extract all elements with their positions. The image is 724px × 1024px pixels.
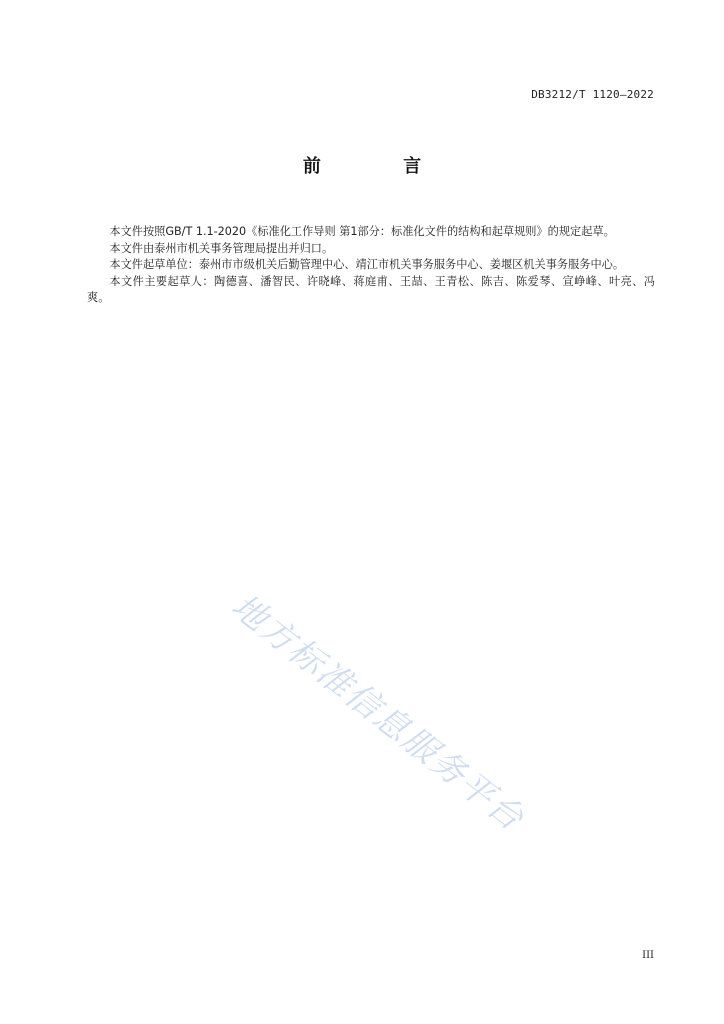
document-code: DB3212/T 1120—2022: [531, 88, 654, 101]
paragraph-drafting-units: 本文件起草单位：泰州市市级机关后勤管理中心、靖江市机关事务服务中心、姜堰区机关事务服务中心。: [109, 258, 625, 271]
paragraph-drafters: 本文件主要起草人：陶德喜、潘智民、许晓峰、蒋庭甫、王喆、王青松、陈吉、陈爱琴、宣峥峰、叶亮、冯爽。: [87, 274, 655, 304]
page-title: 前 言: [302, 156, 460, 177]
watermark: 地方标准信息服务平台: [223, 586, 533, 840]
page-number: III: [642, 950, 654, 961]
foreword-body: [87, 224, 655, 307]
paragraph-drafting-basis: 本文件按照GB/T 1.1-2020《标准化工作导则 第1部分：标准化文件的结构和起草规则》的规定起草。: [109, 225, 615, 238]
paragraph-proposer: 本文件由泰州市机关事务管理局提出并归口。: [109, 241, 334, 255]
